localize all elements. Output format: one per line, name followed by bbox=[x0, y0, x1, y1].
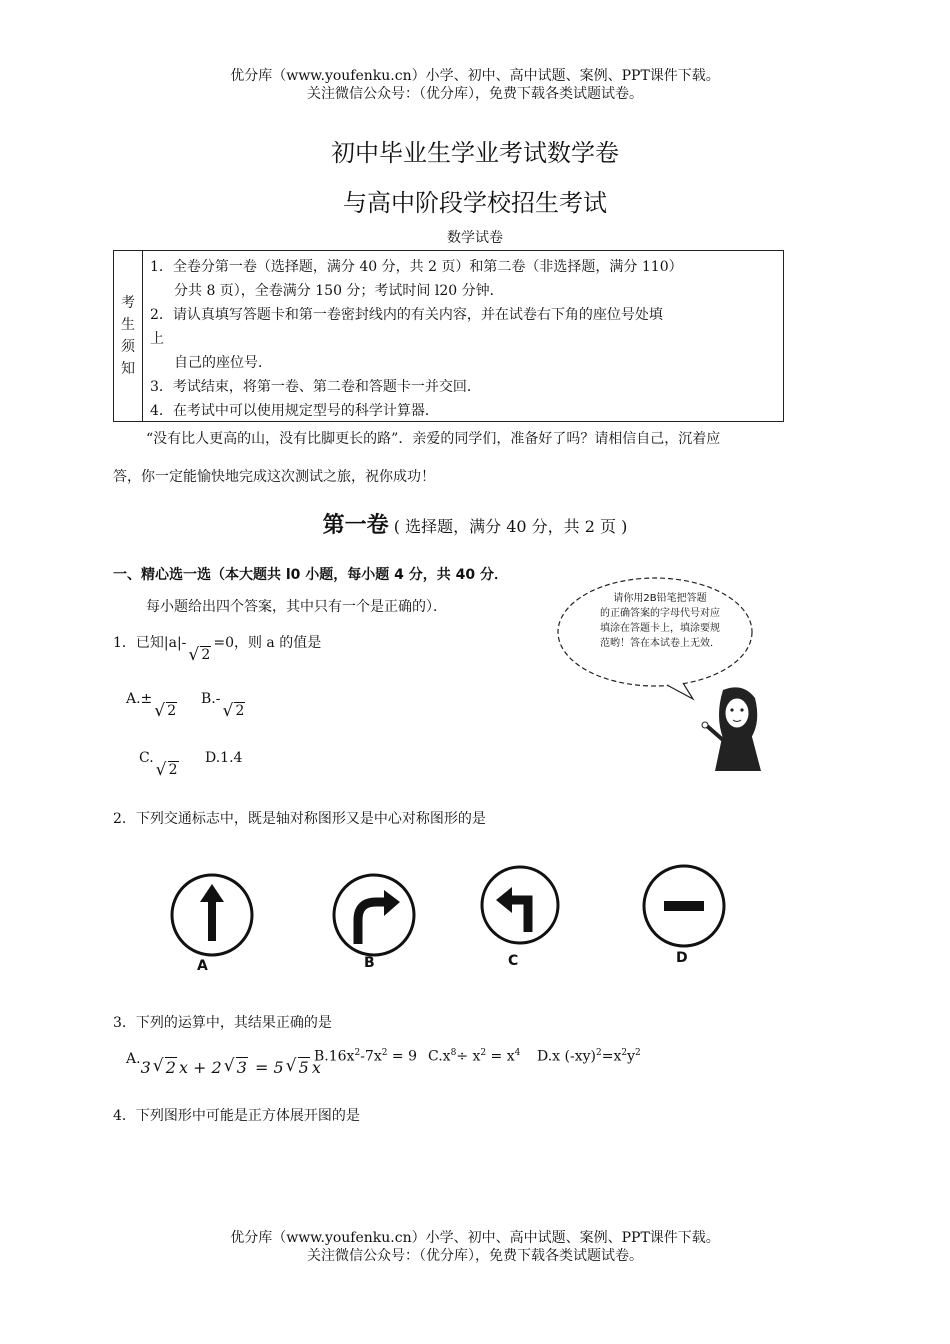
site-header-line1: 优分库（www.youfenku.cn）小学、初中、高中试题、案例、PPT课件下载。 bbox=[230, 68, 720, 84]
intro-line2: 答，你一定能愉快地完成这次测试之旅，祝你成功！ bbox=[113, 469, 435, 485]
q1-option-b: B.-√ 2 bbox=[201, 691, 247, 707]
site-footer-line2: 关注微信公众号：（优分库），免费下载各类试题试卷。 bbox=[307, 1248, 643, 1264]
site-header-line2: 关注微信公众号：（优分库），免费下载各类试题试卷。 bbox=[307, 86, 643, 102]
q3-option-d: D.x $(-xy)^2=x^2y^2$ bbox=[537, 1048, 641, 1065]
section1-heading: 一、精心选一选（本大题共 l0 小题，每小题 4 分，共 40 分． bbox=[113, 567, 509, 583]
notice-items bbox=[150, 255, 780, 423]
girl-illustration bbox=[702, 687, 761, 771]
sign-label-b: B bbox=[364, 955, 375, 971]
volume-title: 第一卷 bbox=[322, 513, 389, 538]
exam-title-line1: 初中毕业生学业考试数学卷 bbox=[331, 139, 619, 167]
notice-item: 分共 8 页），全卷满分 150 分；考试时间 l20 分钟． bbox=[174, 283, 504, 299]
sqrt-symbol: √ 2 bbox=[188, 647, 211, 663]
exam-title-line2: 与高中阶段学校招生考试 bbox=[343, 189, 607, 217]
notice-item: 4．在考试中可以使用规定型号的科学计算器． bbox=[150, 403, 439, 419]
sign-right-turn-arrow-icon bbox=[334, 875, 414, 955]
tip-bubble-text: 请你用2B铅笔把答题 的正确答案的字母代号对应 填涂在答题卡上，填涂要规 范哟！答在本试卷上无效． bbox=[600, 593, 720, 649]
sign-straight-arrow-icon bbox=[172, 875, 252, 955]
traffic-signs bbox=[160, 860, 740, 980]
candidate-notice-box bbox=[113, 250, 784, 422]
site-footer-line1: 优分库（www.youfenku.cn）小学、初中、高中试题、案例、PPT课件下载。 bbox=[230, 1230, 720, 1246]
sign-no-entry-bar-icon bbox=[644, 866, 724, 946]
q1-option-c: C.√ 2 bbox=[139, 750, 181, 766]
notice-item: 3．考试结束，将第一卷、第二卷和答题卡一并交回． bbox=[150, 379, 481, 395]
volume-note: ( 选择题，满分 40 分，共 2 页 ) bbox=[393, 517, 628, 536]
q1-option-d: D.1.4 bbox=[205, 750, 243, 766]
question-1: 1．已知|a|-√ 2=0，则 a 的值是 bbox=[113, 632, 321, 652]
question-4: 4．下列图形中可能是正方体展开图的是 bbox=[113, 1108, 360, 1124]
sign-left-turn-arrow-icon bbox=[482, 867, 558, 943]
sign-label-c: C bbox=[508, 953, 519, 969]
notice-item: 自己的座位号． bbox=[174, 355, 272, 371]
question-2: 2．下列交通标志中，既是轴对称图形又是中心对称图形的是 bbox=[113, 811, 486, 827]
q3-option-a: A.3√ 2 x + 2√ 3 = 5√ 5 x bbox=[126, 1048, 321, 1067]
q3-option-b: $B.16x^2-7x^2 = 9$ bbox=[314, 1048, 418, 1065]
intro-line1: “没有比人更高的山，没有比脚更长的路”．亲爱的同学们，准备好了吗？请相信自己，沉着应 bbox=[146, 431, 721, 447]
notice-item: 上 bbox=[150, 331, 164, 347]
question-3: 3．下列的运算中，其结果正确的是 bbox=[113, 1015, 332, 1031]
section1-subheading: 每小题给出四个答案，其中只有一个是正确的）． bbox=[146, 599, 447, 615]
sign-label-d: D bbox=[676, 950, 688, 966]
q1-option-a: A.±√ 2 bbox=[126, 691, 179, 707]
exam-subtitle: 数学试卷 bbox=[447, 230, 503, 246]
notice-item: 1．全卷分第一卷（选择题，满分 40 分，共 2 页）和第二卷（非选择题，满分 110） bbox=[150, 259, 683, 275]
sign-label-a: A bbox=[197, 958, 208, 974]
notice-item: 2．请认真填写答题卡和第一卷密封线内的有关内容，并在试卷右下角的座位号处填 bbox=[150, 307, 663, 323]
q3-option-c: $C.x^8\div x^2 = x^4$ bbox=[428, 1048, 521, 1065]
volume-heading bbox=[0, 508, 950, 539]
notice-side-label: 考 生 须 知 bbox=[114, 251, 143, 421]
